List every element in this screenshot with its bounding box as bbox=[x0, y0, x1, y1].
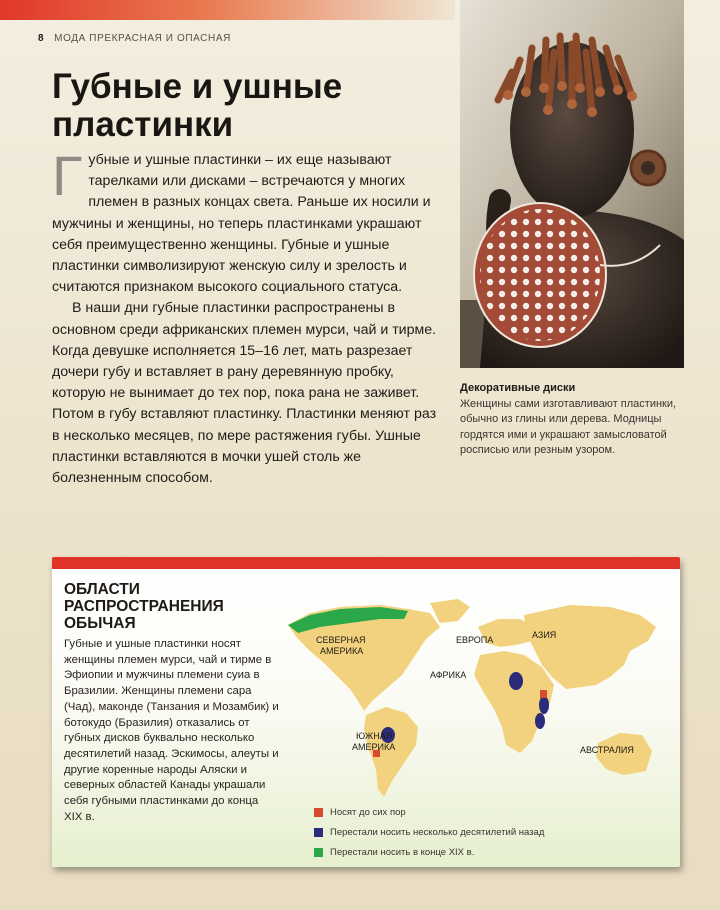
paragraph-1-text: убные и ушные пластинки – их еще называют тарелками или дисками – встречаются у многих племен в разных концах света. Раньше их носили и мужчины и женщины, но теперь пластинками украшают себя преимущественно женщины. Губные и ушные пластинки символизируют женскую силу и зрелость и считаются признаком высокого социального статуса. bbox=[52, 152, 431, 296]
legend-swatch-red bbox=[314, 808, 323, 817]
page-number: 8 bbox=[38, 33, 45, 44]
caption-title: Декоративные диски bbox=[460, 382, 576, 394]
greenland-shape bbox=[430, 599, 470, 623]
sidebar-text: Губные и ушные пластинки носят женщины племен мурси, чай и тирме в Эфиопии и мужчины племени суиа в Бразилии. Женщины племени сара (Чад), маконде (Танзания и Мозамбик) и ботокудо (Бразилия) отказались от губных дисков буквально несколько десятилетий назад. Эскимосы, алеуты и другие коренные народы Аляски и северных областей Канады украшали себя губными пластинками до конца XIX в. bbox=[64, 638, 279, 823]
drop-cap: Г bbox=[52, 144, 83, 207]
top-accent-bar bbox=[0, 0, 455, 20]
section-title: МОДА ПРЕКРАСНАЯ И ОПАСНАЯ bbox=[54, 33, 231, 44]
map-legend bbox=[314, 802, 544, 862]
label-africa: АФРИКА bbox=[430, 670, 467, 680]
lip-plate-photo bbox=[460, 0, 684, 368]
legend-item bbox=[314, 842, 544, 862]
distribution-sidebar bbox=[52, 557, 680, 867]
label-north-america-1: СЕВЕРНАЯ bbox=[316, 635, 366, 645]
running-head bbox=[38, 33, 231, 44]
south-america-shape bbox=[364, 707, 418, 797]
photo-caption bbox=[460, 381, 684, 459]
sidebar-title: ОБЛАСТИ РАСПРОСТРАНЕНИЯ ОБЫЧАЯ bbox=[64, 581, 224, 632]
photo-illustration bbox=[460, 0, 684, 368]
world-map bbox=[280, 593, 672, 808]
label-asia: АЗИЯ bbox=[532, 630, 557, 640]
article-body bbox=[52, 144, 438, 489]
label-north-america-2: АМЕРИКА bbox=[320, 646, 364, 656]
label-south-america-1: ЮЖНАЯ bbox=[356, 731, 393, 741]
legend-item bbox=[314, 822, 544, 842]
legend-swatch-blue bbox=[314, 828, 323, 837]
caption-text: Женщины сами изготавливают пластинки, обычно из глины или дерева. Модницы гордятся ими и украшают замысловатой росписью или резным узором. bbox=[460, 397, 677, 456]
label-australia: АВСТРАЛИЯ bbox=[580, 745, 634, 755]
article-title: Губные и ушные пластинки bbox=[52, 67, 343, 144]
paragraph-1 bbox=[52, 144, 438, 298]
legend-swatch-green bbox=[314, 848, 323, 857]
paragraph-2: В наши дни губные пластинки распространены в основном среди африканских племен мурси, чай и тирме. Когда девушке исполняется 15–16 лет, мать разрезает дочери губу и вставляет в рану деревянную пробку, которую не вынимает до тех пор, пока рана не заживет. Потом в губу вставляют пластинку. Пластинки меняют раз в несколько месяцев, по мере растяжения губы. Ушные пластинки вставляются в мочки ушей столь же болезненным способом. bbox=[52, 300, 437, 487]
label-south-america-2: АМЕРИКА bbox=[352, 742, 396, 752]
legend-item bbox=[314, 802, 544, 822]
continents bbox=[288, 599, 656, 797]
legend-label: Перестали носить в конце XIX в. bbox=[330, 846, 475, 858]
legend-label: Перестали носить несколько десятилетий назад bbox=[330, 826, 545, 838]
label-europe: ЕВРОПА bbox=[456, 635, 494, 645]
legend-label: Носят до сих пор bbox=[330, 806, 406, 818]
